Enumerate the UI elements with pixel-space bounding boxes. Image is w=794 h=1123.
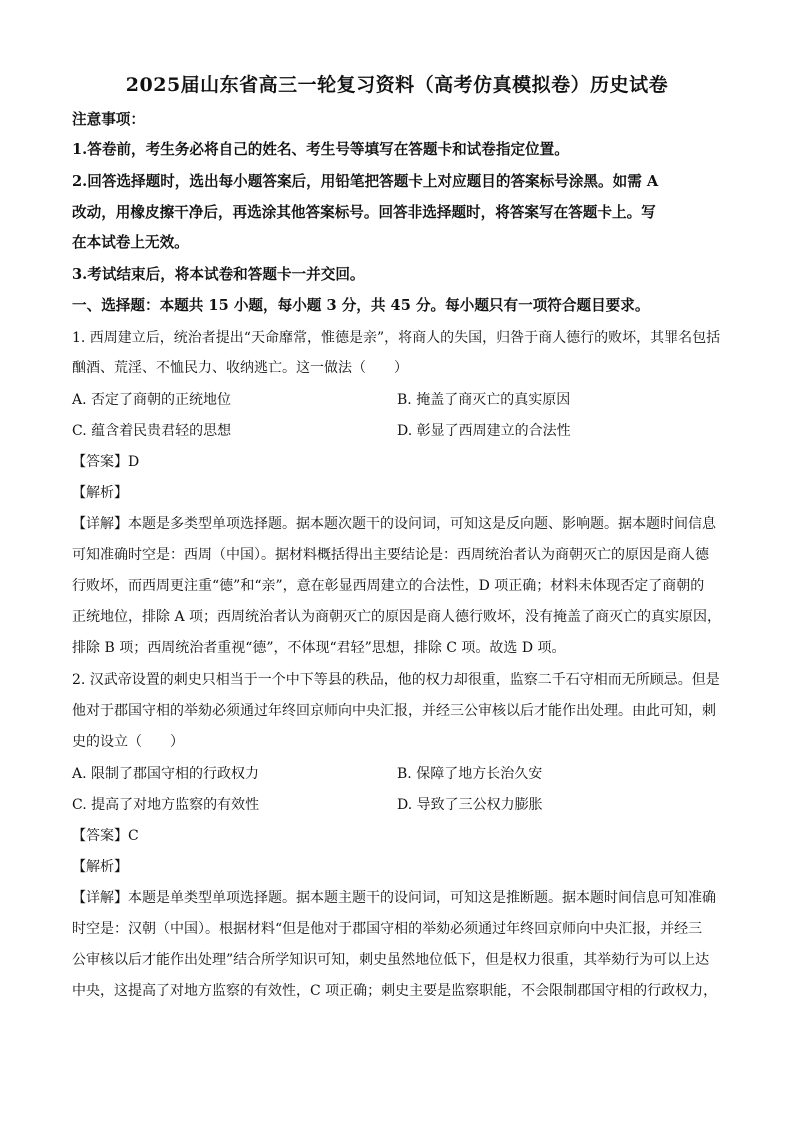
q1-detail-line-3: 行败坏，而西周更注重“德”和“亲”，意在彰显西周建立的合法性，D 项正确；材料未体现否定了商朝的	[72, 578, 705, 594]
notice-item-2-line-1: 2.回答选择题时，选出每小题答案后，用铅笔把答题卡上对应题目的答案标号涂黑。如需 A	[72, 173, 659, 190]
q1-detail-line-4: 正统地位，排除 A 项；西周统治者认为商朝灭亡的原因是商人德行败坏，没有掩盖了商灭亡的真实原因，	[72, 609, 722, 625]
notice-item-1: 1.答卷前，考生务必将自己的姓名、考生号等填写在答题卡和试卷指定位置。	[72, 141, 569, 158]
notice-item-2-line-2: 改动，用橡皮擦干净后，再选涂其他答案标号。回答非选择题时，将答案写在答题卡上。写	[72, 204, 656, 221]
q2-analysis-label: 【解析】	[72, 859, 128, 875]
q2-detail-line-4: 中央，这提高了对地方监察的有效性，C 项正确；刺史主要是监察职能，不会限制郡国守相的行政权力，	[72, 983, 718, 999]
q2-detail-line-1: 【详解】本题是单类型单项选择题。据本题主题干的设问词，可知这是推断题。据本题时间信息可知准确	[72, 890, 716, 906]
notice-item-2-line-3: 在本试卷上无效。	[72, 234, 189, 251]
q2-stem-line-3: 史的设立（ ）	[72, 734, 184, 750]
q2-detail-line-2: 时空是：汉朝（中国）。根据材料“但是他对于郡国守相的举劾必须通过年终回京师向中央汇报，并经三	[72, 921, 703, 937]
q1-option-d: D. 彰显了西周建立的合法性	[397, 423, 571, 439]
q1-option-a: A. 否定了商朝的正统地位	[72, 392, 232, 408]
q1-answer: 【答案】D	[72, 454, 140, 470]
q2-option-d: D. 导致了三公权力膨胀	[397, 797, 543, 813]
q1-analysis-label: 【解析】	[72, 485, 128, 501]
exam-title: 2025届山东省高三一轮复习资料（高考仿真模拟卷）历史试卷	[125, 74, 669, 96]
q2-stem-line-2: 他对于郡国守相的举劾必须通过年终回京师向中央汇报，并经三公审核以后才能作出处理。由此可知，刺	[72, 703, 716, 719]
q1-option-b: B. 掩盖了商灭亡的真实原因	[397, 392, 571, 408]
q2-stem-line-1: 2. 汉武帝设置的刺史只相当于一个中下等县的秩品，他的权力却很重，监察二千石守相而无所顾忌。但是	[72, 672, 720, 688]
notice-heading: 注意事项：	[72, 111, 145, 128]
q2-answer: 【答案】C	[72, 828, 139, 844]
q2-option-c: C. 提高了对地方监察的有效性	[72, 797, 260, 813]
q2-option-b: B. 保障了地方长治久安	[397, 766, 543, 782]
q1-stem-line-2: 酗酒、荒淫、不恤民力、收纳逃亡。这一做法（ ）	[72, 360, 408, 376]
q2-option-a: A. 限制了郡国守相的行政权力	[72, 766, 260, 782]
q1-detail-line-1: 【详解】本题是多类型单项选择题。据本题次题干的设问词，可知这是反向题、影响题。据本题时间信息	[72, 516, 716, 532]
q1-detail-line-5: 排除 B 项；西周统治者重视“德”，不体现“君轻”思想，排除 C 项。故选 D 项。	[72, 640, 566, 656]
q1-stem-line-1: 1. 西周建立后，统治者提出“天命靡常，惟德是亲”，将商人的失国，归咎于商人德行的败坏，其罪名包括	[72, 330, 721, 346]
q1-option-c: C. 蕴含着民贵君轻的思想	[72, 423, 232, 439]
q2-detail-line-3: 公审核以后才能作出处理”结合所学知识可知，刺史虽然地位低下，但是权力很重，其举劾行为可以上达	[72, 952, 710, 968]
notice-item-3: 3.考试结束后，将本试卷和答题卡一并交回。	[72, 266, 365, 283]
section-heading: 一、选择题：本题共 15 小题，每小题 3 分，共 45 分。每小题只有一项符合题目要求。	[72, 297, 650, 314]
q1-detail-line-2: 可知准确时空是：西周（中国）。据材料概括得出主要结论是：西周统治者认为商朝灭亡的原因是商人德	[72, 547, 709, 563]
